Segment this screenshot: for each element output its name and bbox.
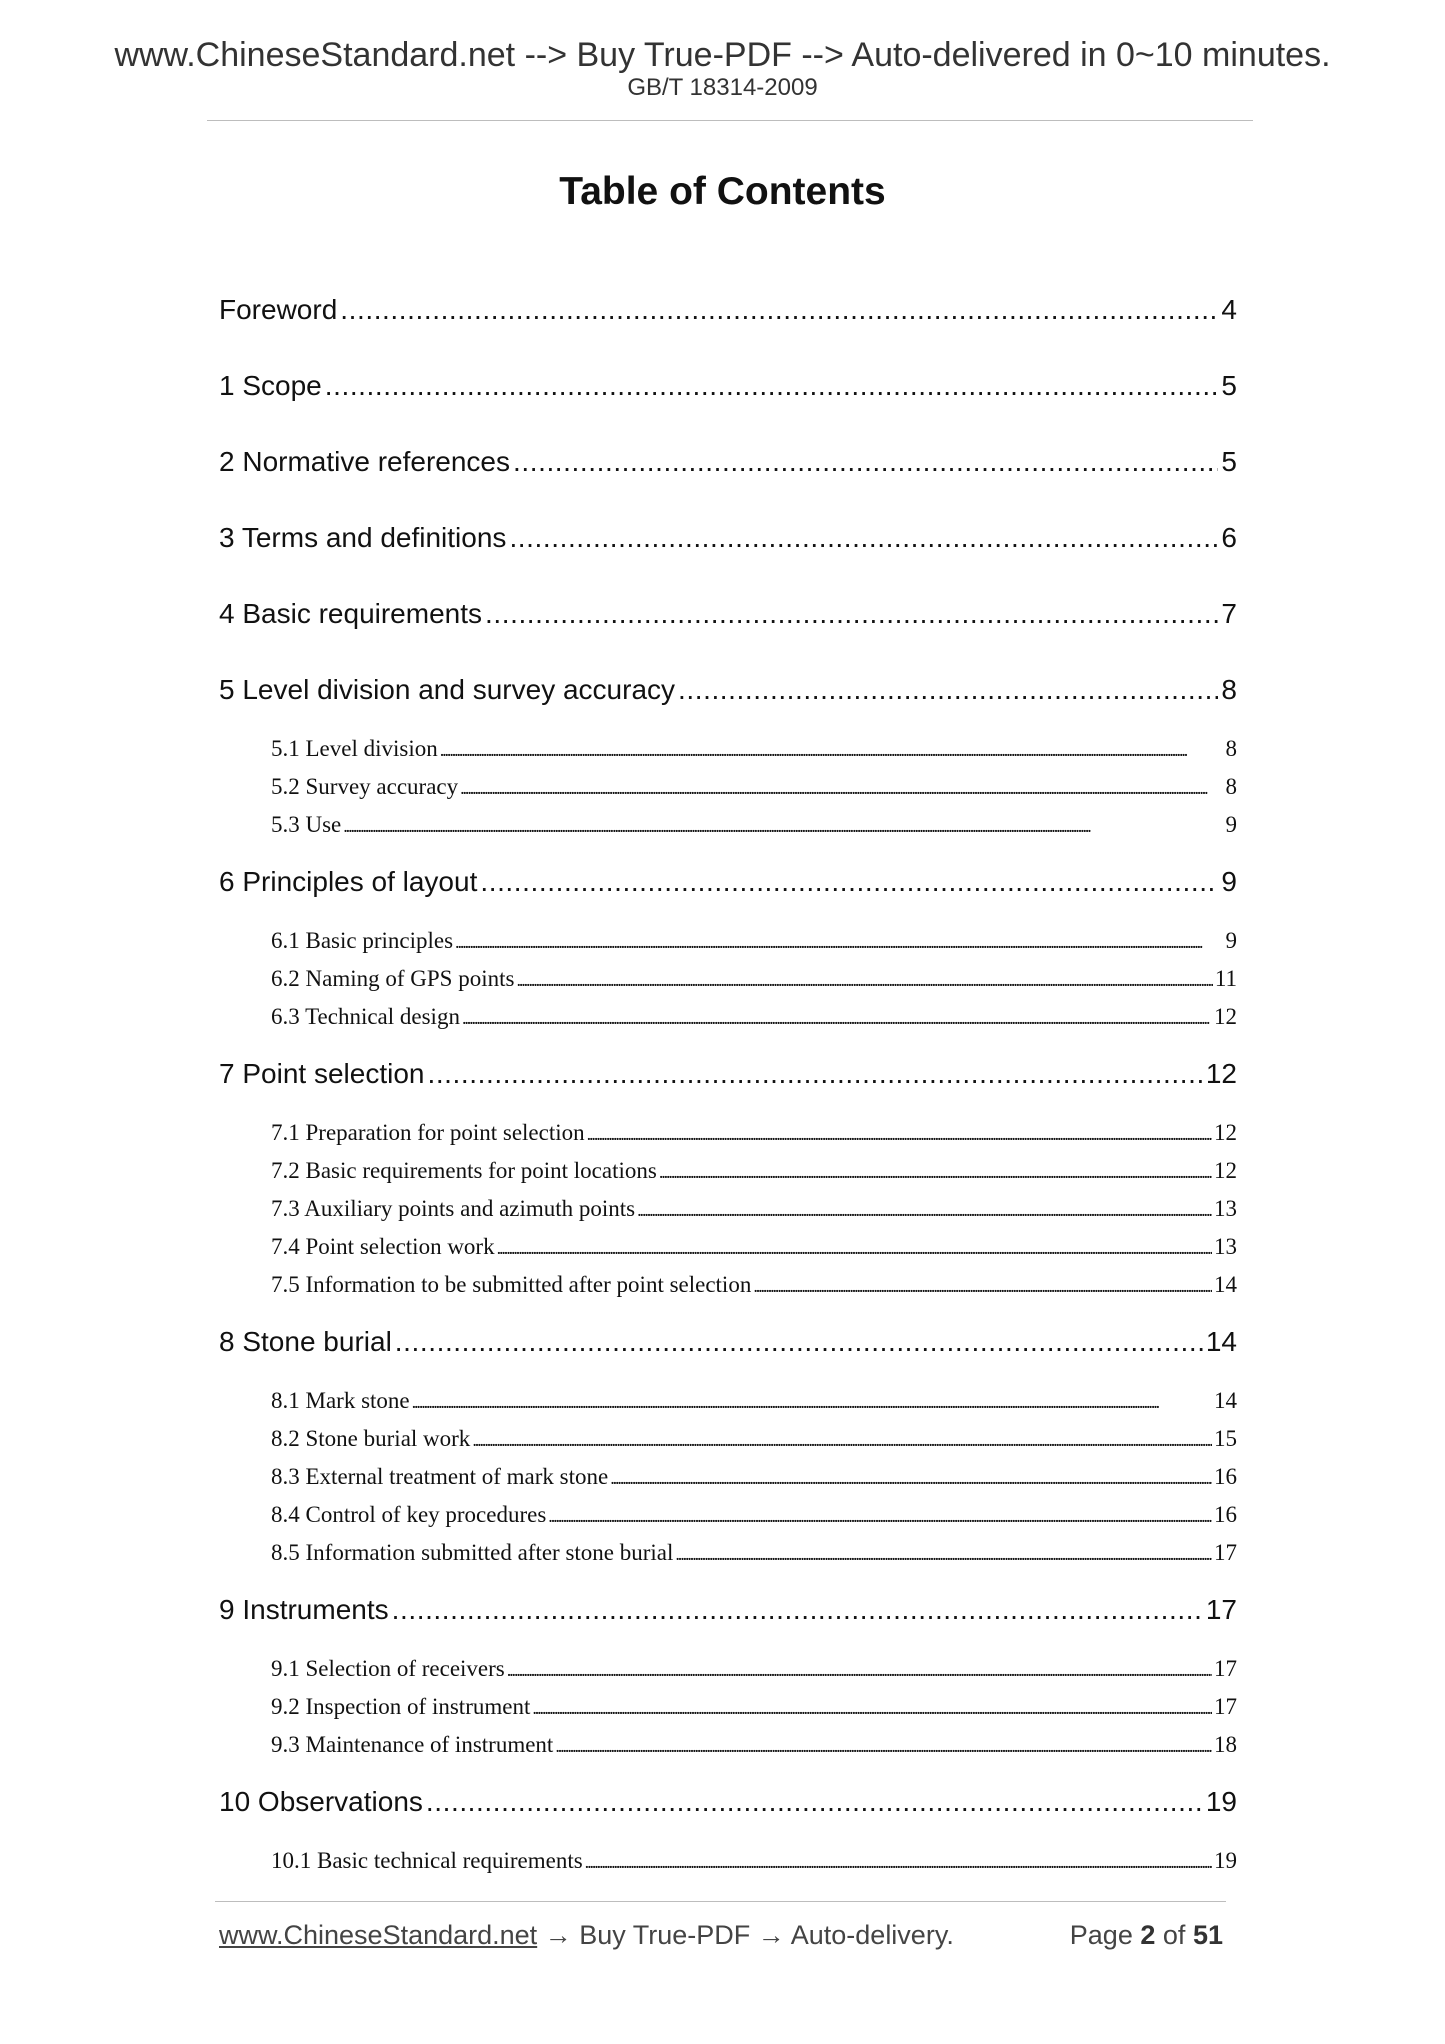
toc-entry-page: 9: [1225, 928, 1237, 953]
page-total: 51: [1192, 1920, 1223, 1950]
toc-entry-page: 8: [1225, 774, 1237, 799]
toc-entry-page: 4: [1221, 294, 1237, 325]
toc-entry-page: 18: [1214, 1732, 1237, 1757]
dot-leader: [440, 736, 1224, 762]
toc-entry-label: 4 Basic requirements: [219, 598, 483, 629]
toc-subentry-8-4[interactable]: [271, 1502, 1237, 1530]
toc-entry-label: 1 Scope: [219, 370, 322, 401]
toc-entry-page: 5: [1221, 370, 1237, 401]
toc-entry-label: 7.4 Point selection work: [271, 1234, 495, 1259]
toc-entry-label: 10 Observations: [219, 1786, 423, 1817]
toc-subentry-5-1[interactable]: [271, 736, 1237, 764]
dot-leader: [516, 966, 1212, 992]
toc-subentry-7-3[interactable]: [271, 1196, 1237, 1224]
toc-entry-page: 14: [1214, 1388, 1237, 1413]
footer-site-link[interactable]: www.ChineseStandard.net: [219, 1920, 538, 1950]
toc-subentry-6-1[interactable]: [271, 928, 1237, 956]
dot-leader: [455, 928, 1223, 954]
toc-subentry-9-2[interactable]: [271, 1694, 1237, 1722]
toc-entry-page: 13: [1214, 1234, 1237, 1259]
toc-entry-label: 7.2 Basic requirements for point locations: [271, 1158, 657, 1183]
toc-entry-page: 9: [1221, 866, 1237, 897]
toc-entry-page: 12: [1205, 1058, 1237, 1089]
toc-entry-label: 9 Instruments: [219, 1594, 389, 1625]
dot-leader: [555, 1732, 1212, 1758]
toc-entry-page: 14: [1205, 1326, 1237, 1357]
toc-subentry-6-2[interactable]: [271, 966, 1237, 994]
footer-promo: [219, 1920, 954, 1951]
toc-entry-page: 19: [1205, 1786, 1237, 1817]
toc-entry-label: 7.5 Information to be submitted after point selection: [271, 1272, 752, 1297]
dot-leader: [753, 1272, 1212, 1298]
toc-entry-label: 3 Terms and definitions: [219, 522, 507, 553]
toc-subentry-8-2[interactable]: [271, 1426, 1237, 1454]
page-indicator: [1070, 1920, 1223, 1951]
toc-entry-label: 6.3 Technical design: [271, 1004, 460, 1029]
toc-subentry-8-5[interactable]: [271, 1540, 1237, 1568]
toc-entry-page: 17: [1214, 1540, 1237, 1565]
dot-leader: [343, 812, 1223, 838]
toc-entry-terms-and-definitions[interactable]: [219, 522, 1237, 556]
toc-entry-page: 17: [1214, 1694, 1237, 1719]
toc-subentry-6-3[interactable]: [271, 1004, 1237, 1032]
toc-entry-label: 6 Principles of layout: [219, 866, 478, 897]
toc-entry-page: 8: [1225, 736, 1237, 761]
toc-entry-page: 5: [1221, 446, 1237, 477]
toc-entry-label: 5.1 Level division: [271, 736, 438, 761]
toc-entry-page: 15: [1214, 1426, 1237, 1451]
toc-entry-label: 9.2 Inspection of instrument: [271, 1694, 531, 1719]
toc-entry-stone-burial[interactable]: [219, 1326, 1237, 1360]
dot-leader: [426, 1786, 1203, 1818]
toc-entry-page: 11: [1214, 966, 1237, 991]
toc-entry-page: 12: [1214, 1004, 1237, 1029]
page-current: 2: [1140, 1920, 1156, 1950]
toc-entry-page: 16: [1214, 1502, 1237, 1527]
dot-leader: [462, 1004, 1212, 1030]
toc-subentry-7-4[interactable]: [271, 1234, 1237, 1262]
toc-subentry-8-1[interactable]: [271, 1388, 1237, 1416]
dot-leader: [392, 1594, 1203, 1626]
dot-leader: [340, 294, 1218, 326]
dot-leader: [325, 370, 1219, 402]
standard-code: GB/T 18314-2009: [627, 74, 818, 101]
toc-subentry-9-1[interactable]: [271, 1656, 1237, 1684]
toc-subentry-8-3[interactable]: [271, 1464, 1237, 1492]
toc-entry-label: 7 Point selection: [219, 1058, 425, 1089]
dot-leader: [587, 1120, 1212, 1146]
toc-entry-page: 14: [1214, 1272, 1237, 1297]
toc-entry-page: 12: [1214, 1158, 1237, 1183]
toc-subentry-7-5[interactable]: [271, 1272, 1237, 1300]
dot-leader: [659, 1158, 1212, 1184]
toc-entry-basic-requirements[interactable]: [219, 598, 1237, 632]
toc-subentry-10-1[interactable]: [271, 1848, 1237, 1876]
toc-entry-page: 17: [1214, 1656, 1237, 1681]
toc-entry-foreword[interactable]: [219, 294, 1237, 328]
toc-entry-label: 8.4 Control of key procedures: [271, 1502, 547, 1527]
dot-leader: [509, 522, 1218, 554]
footer-divider: [215, 1901, 1226, 1902]
toc-entry-principles-of-layout[interactable]: [219, 866, 1237, 900]
toc-entry-label: 6.2 Naming of GPS points: [271, 966, 515, 991]
toc-subentry-7-1[interactable]: [271, 1120, 1237, 1148]
dot-leader: [675, 1540, 1212, 1566]
dot-leader: [637, 1196, 1212, 1222]
toc-entry-observations[interactable]: [219, 1786, 1237, 1820]
toc-entry-label: 8 Stone burial: [219, 1326, 392, 1357]
dot-leader: [472, 1426, 1212, 1452]
dot-leader: [610, 1464, 1212, 1490]
toc-entry-scope[interactable]: [219, 370, 1237, 404]
toc-entry-label: 7.1 Preparation for point selection: [271, 1120, 585, 1145]
toc-entry-page: 6: [1221, 522, 1237, 553]
toc-entry-label: 8.5 Information submitted after stone burial: [271, 1540, 674, 1565]
toc-entry-label: 8.2 Stone burial work: [271, 1426, 471, 1451]
dot-leader: [532, 1694, 1212, 1720]
toc-entry-label: 9.3 Maintenance of instrument: [271, 1732, 554, 1757]
dot-leader: [480, 866, 1218, 898]
toc-subentry-9-3[interactable]: [271, 1732, 1237, 1760]
page-title: Table of Contents: [559, 170, 886, 213]
dot-leader: [497, 1234, 1212, 1260]
toc-entry-label: 8.3 External treatment of mark stone: [271, 1464, 609, 1489]
page-word: Page: [1069, 1920, 1133, 1950]
dot-leader: [678, 674, 1218, 706]
toc-entry-normative-references[interactable]: [219, 446, 1237, 480]
toc-entry-page: 9: [1225, 812, 1237, 837]
dot-leader: [585, 1848, 1212, 1874]
toc-entry-page: 17: [1205, 1594, 1237, 1625]
toc-entry-label: 7.3 Auxiliary points and azimuth points: [271, 1196, 636, 1221]
toc-entry-label: 10.1 Basic technical requirements: [271, 1848, 583, 1873]
top-banner: www.ChineseStandard.net --> Buy True-PDF --> Auto-delivered in 0~10 minutes.: [114, 36, 1331, 74]
toc-entry-page: 19: [1214, 1848, 1237, 1873]
toc-entry-page: 12: [1214, 1120, 1237, 1145]
dot-leader: [460, 774, 1223, 800]
toc-subentry-5-3[interactable]: [271, 812, 1237, 840]
toc-entry-label: 5.3 Use: [271, 812, 342, 837]
toc-entry-label: 5.2 Survey accuracy: [271, 774, 459, 799]
toc-entry-level-division[interactable]: [219, 674, 1237, 708]
dot-leader: [412, 1388, 1212, 1414]
toc-entry-page: 13: [1214, 1196, 1237, 1221]
toc-entry-label: 6.1 Basic principles: [271, 928, 454, 953]
dot-leader: [548, 1502, 1212, 1528]
toc-entry-instruments[interactable]: [219, 1594, 1237, 1628]
toc-subentry-7-2[interactable]: [271, 1158, 1237, 1186]
of-word: of: [1162, 1920, 1186, 1950]
dot-leader: [513, 446, 1218, 478]
dot-leader: [507, 1656, 1212, 1682]
toc-entry-label: 2 Normative references: [219, 446, 511, 477]
toc-entry-label: 8.1 Mark stone: [271, 1388, 410, 1413]
toc-entry-label: Foreword: [219, 294, 338, 325]
dot-leader: [485, 598, 1218, 630]
dot-leader: [395, 1326, 1203, 1358]
footer-tagline: → Buy True-PDF → Auto-delivery.: [537, 1920, 954, 1950]
toc-entry-label: 9.1 Selection of receivers: [271, 1656, 505, 1681]
dot-leader: [427, 1058, 1202, 1090]
toc-subentry-5-2[interactable]: [271, 774, 1237, 802]
toc-entry-page: 7: [1221, 598, 1237, 629]
toc-entry-label: 5 Level division and survey accuracy: [219, 674, 676, 705]
toc-entry-point-selection[interactable]: [219, 1058, 1237, 1092]
toc-entry-page: 16: [1214, 1464, 1237, 1489]
toc-entry-page: 8: [1221, 674, 1237, 705]
